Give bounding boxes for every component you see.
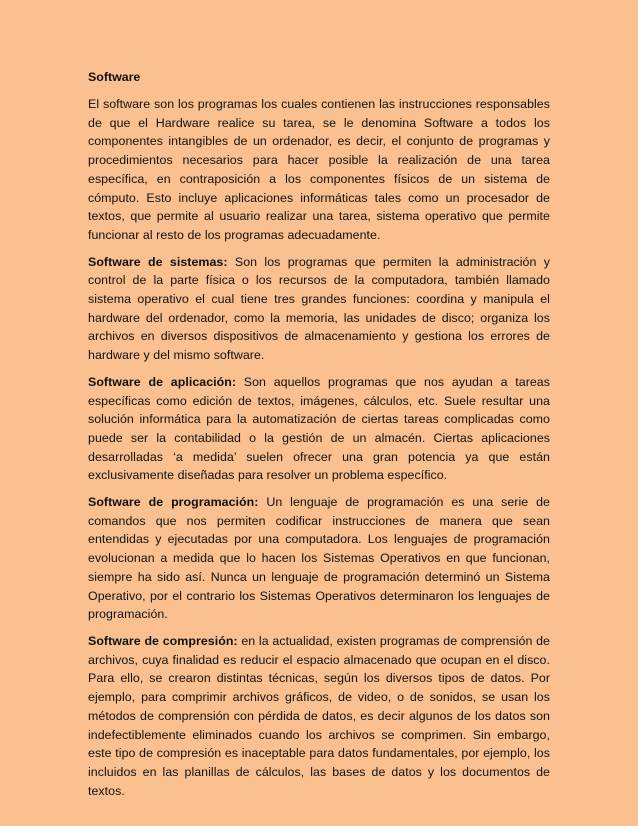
section-text: Son los programas que permiten la administración y control de la parte física o los recursos de la computadora, también llamado sistema operativo el cual tiene tres grandes funciones: coordina y manipula el hardware del ordenador, como la memoria, las unidades de disco; organiza los archivos en diversos dispositivos de almacenamiento y gestiona los errores de hardware y del mismo software. (88, 254, 551, 363)
section-term: Software de aplicación: (88, 374, 237, 389)
page-title: Software (88, 70, 141, 84)
section-term: Software de sistemas: (88, 254, 228, 269)
section-term: Software de compresión: (88, 633, 238, 648)
section-text: Son aquellos programas que nos ayudan a tareas específicas como edición de textos, imágenes, cálculos, etc. Suele resultar una solución informática para la automatización de ciertas tareas complicadas como puede ser la contabilidad o la gestión de un almacén. Ciertas aplicaciones desarrolladas ‘a medida’ suelen ofrecer una gran potencia ya que están exclusivamente diseñadas para resolver un problema específico. (88, 374, 550, 483)
intro-paragraph: El software son los programas los cuales contienen las instrucciones responsables de que el Hardware realice su tarea, se le denomina Software a todos los componentes intangibles de un ordenador, es decir, el conjunto de programas y procedimientos necesarios para hacer posible la realización de una tarea específica, en contraposición a los componentes físicos de un sistema de cómputo. Esto incluye aplicaciones informáticas tales como un procesador de textos, que permite al usuario realizar una tarea, sistema operativo que permite funcionar al resto de los programas adecuadamente. (88, 97, 550, 242)
section-text: Un lenguaje de programación es una serie de comandos que nos permiten codificar instrucciones de manera que sean entendidas y ejecutadas por una computadora. Los lenguajes de programación evolucionan a medida que lo hacen los Sistemas Operativos en que funcionan, siempre ha sido así. Nunca un lenguaje de programación determinó un Sistema Operativo, por el contrario los Sistemas Operativos determinaron los lenguajes de programación. (88, 495, 551, 622)
section-term: Software de programación: (88, 495, 259, 510)
section-software-sistemas (88, 253, 550, 365)
section-software-compresion (88, 632, 550, 800)
section-software-aplicacion (88, 373, 550, 485)
section-text: en la actualidad, existen programas de comprensión de archivos, cuya finalidad es reducir el espacio almacenado que ocupan en el disco. Para ello, se crearon distintas técnicas, según los diversos tipos de datos. Por ejemplo, para comprimir archivos gráficos, de video, o de sonidos, se usan los métodos de comprensión con pérdida de datos, es decir algunos de los datos son indefectiblemente eliminados cuando los archivos se comprimen. Sin embargo, este tipo de compresión es inaceptable para datos fundamentales, por ejemplo, los incluidos en las planillas de cálculos, las bases de datos y los documentos de textos. (88, 633, 550, 798)
section-software-programacion (88, 493, 550, 624)
